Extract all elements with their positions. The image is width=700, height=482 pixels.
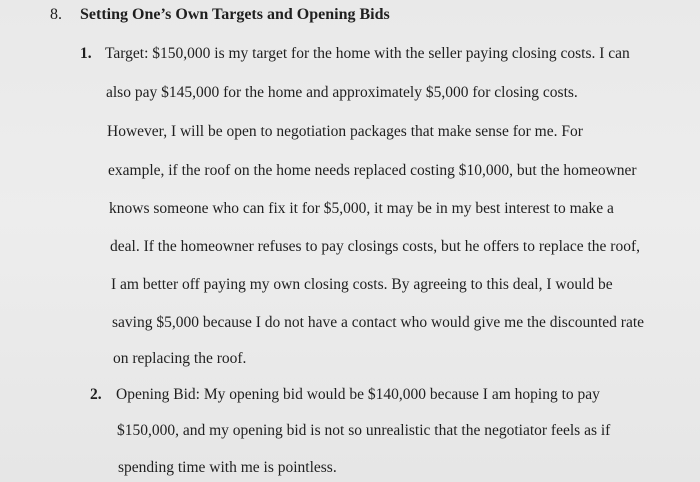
- paragraph-line: example, if the roof on the home needs replaced costing $10,000, but the homeowner: [108, 162, 637, 179]
- paragraph-line: on replacing the roof.: [113, 350, 247, 367]
- paragraph-line: also pay $145,000 for the home and approximately $5,000 for closing costs.: [106, 84, 578, 101]
- paragraph-line: deal. If the homeowner refuses to pay closings costs, but he offers to replace the roof,: [110, 238, 640, 255]
- section-heading: [50, 4, 390, 26]
- paragraph-line: knows someone who can fix it for $5,000, it may be in my best interest to make a: [109, 200, 614, 217]
- paragraph-line: saving $5,000 because I do not have a contact who would give me the discounted rate: [112, 314, 645, 331]
- paragraph-line: Opening Bid: My opening bid would be $140,000 because I am hoping to pay: [116, 386, 600, 403]
- list-item-marker: 1.: [80, 45, 92, 62]
- paragraph-line: spending time with me is pointless.: [118, 459, 337, 476]
- paragraph-line: Target: $150,000 is my target for the home with the seller paying closing costs. I can: [105, 45, 630, 62]
- section-number: 8.: [50, 6, 62, 23]
- section-title: Setting One’s Own Targets and Opening Bids: [80, 6, 390, 23]
- paragraph-line: However, I will be open to negotiation packages that make sense for me. For: [107, 123, 583, 140]
- list-item-marker: 2.: [90, 386, 102, 403]
- paragraph-line: I am better off paying my own closing costs. By agreeing to this deal, I would be: [111, 276, 613, 293]
- paragraph-line: $150,000, and my opening bid is not so unrealistic that the negotiator feels as if: [117, 422, 611, 439]
